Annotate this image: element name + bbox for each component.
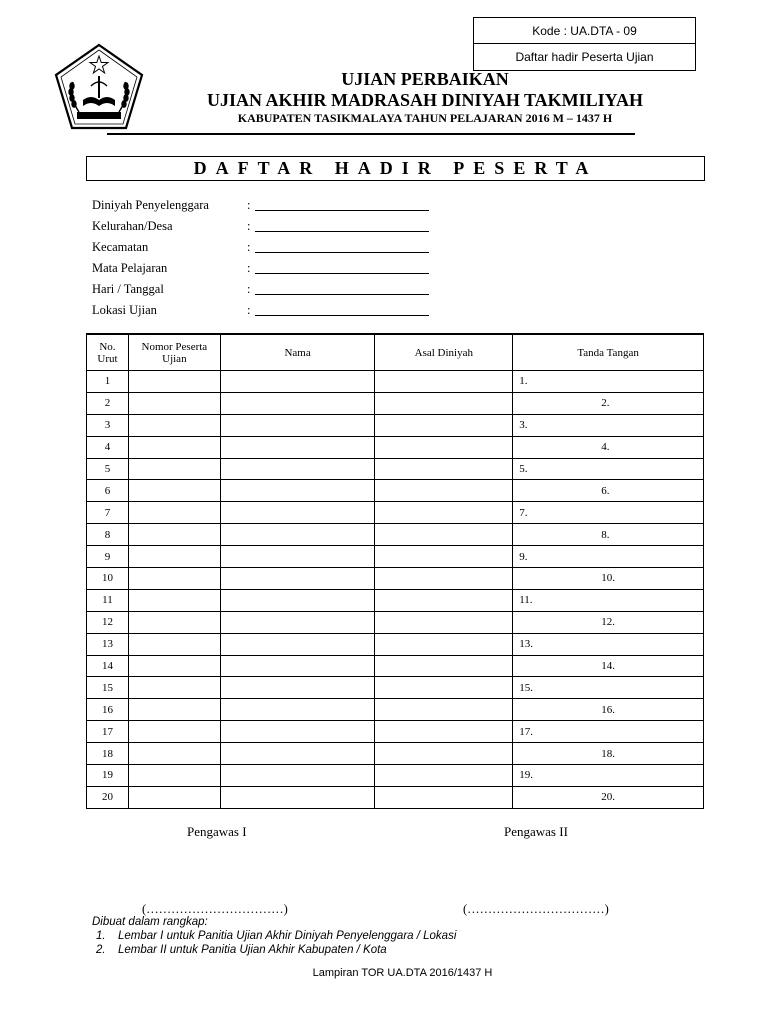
cell-nama[interactable]: [220, 611, 375, 633]
cell-no: 7: [87, 502, 129, 524]
info-field-label: Lokasi Ujian: [92, 303, 157, 317]
info-field-colon: :: [247, 282, 251, 296]
cell-nomor-peserta[interactable]: [128, 699, 220, 721]
cell-nomor-peserta[interactable]: [128, 611, 220, 633]
cell-asal-diniyah[interactable]: [375, 436, 513, 458]
cell-nama[interactable]: [220, 458, 375, 480]
cell-no: 6: [87, 480, 129, 502]
document-code-box: [473, 17, 696, 71]
info-field-blank[interactable]: [255, 202, 429, 211]
table-row: [87, 655, 704, 677]
section-title: DAFTAR HADIR PESERTA: [86, 156, 705, 181]
info-field-label: Kecamatan: [92, 240, 149, 254]
cell-no: 9: [87, 546, 129, 568]
cell-asal-diniyah[interactable]: [375, 677, 513, 699]
page-footer: Lampiran TOR UA.DTA 2016/1437 H: [312, 967, 493, 979]
info-field: [92, 258, 429, 279]
cell-asal-diniyah[interactable]: [375, 699, 513, 721]
cell-nomor-peserta[interactable]: [128, 589, 220, 611]
copies-note: [92, 915, 456, 957]
cell-nomor-peserta[interactable]: [128, 765, 220, 787]
cell-nomor-peserta[interactable]: [128, 655, 220, 677]
cell-no: 14: [87, 655, 129, 677]
col-header-no: No. Urut: [87, 334, 129, 371]
cell-nama[interactable]: [220, 765, 375, 787]
copies-note-heading: Dibuat dalam rangkap:: [92, 916, 208, 928]
cell-asal-diniyah[interactable]: [375, 371, 513, 393]
table-row: [87, 524, 704, 546]
cell-nama[interactable]: [220, 633, 375, 655]
cell-tanda-tangan[interactable]: 18.: [513, 743, 704, 765]
table-row: [87, 568, 704, 590]
cell-asal-diniyah[interactable]: [375, 546, 513, 568]
cell-nama[interactable]: [220, 655, 375, 677]
cell-no: 10: [87, 568, 129, 590]
info-field-colon: :: [247, 261, 251, 275]
header-title-1: UJIAN PERBAIKAN: [341, 69, 509, 89]
cell-no: 15: [87, 677, 129, 699]
cell-nomor-peserta[interactable]: [128, 677, 220, 699]
cell-no: 5: [87, 458, 129, 480]
cell-nomor-peserta[interactable]: [128, 414, 220, 436]
table-row: [87, 786, 704, 808]
cell-nama[interactable]: [220, 502, 375, 524]
cell-tanda-tangan[interactable]: 19.: [513, 765, 704, 787]
table-row: [87, 371, 704, 393]
header-title-3: KABUPATEN TASIKMALAYA TAHUN PELAJARAN 2016 M – 1437 H: [237, 111, 613, 125]
copies-note-item: 1. Lembar I untuk Panitia Ujian Akhir Diniyah Penyelenggara / Lokasi: [96, 930, 457, 942]
cell-nomor-peserta[interactable]: [128, 721, 220, 743]
cell-tanda-tangan[interactable]: 17.: [513, 721, 704, 743]
cell-asal-diniyah[interactable]: [375, 480, 513, 502]
info-field-colon: :: [247, 303, 251, 317]
cell-nama[interactable]: [220, 568, 375, 590]
cell-asal-diniyah[interactable]: [375, 392, 513, 414]
cell-asal-diniyah[interactable]: [375, 786, 513, 808]
pengawas-2-signature-line: (……………………………): [463, 902, 609, 916]
cell-no: 17: [87, 721, 129, 743]
cell-tanda-tangan[interactable]: 14.: [513, 655, 704, 677]
cell-nama[interactable]: [220, 546, 375, 568]
cell-no: 16: [87, 699, 129, 721]
info-field-blank[interactable]: [255, 307, 429, 316]
cell-tanda-tangan[interactable]: 11.: [513, 589, 704, 611]
cell-nomor-peserta[interactable]: [128, 502, 220, 524]
info-field-blank[interactable]: [255, 223, 429, 232]
table-row: [87, 502, 704, 524]
info-field: [92, 216, 429, 237]
cell-asal-diniyah[interactable]: [375, 721, 513, 743]
document-code-subtitle: Daftar hadir Peserta Ujian: [474, 43, 695, 70]
cell-tanda-tangan[interactable]: 10.: [513, 568, 704, 590]
cell-no: 19: [87, 765, 129, 787]
cell-nomor-peserta[interactable]: [128, 786, 220, 808]
cell-tanda-tangan[interactable]: 3.: [513, 414, 704, 436]
col-header-nomor-peserta: Nomor Peserta Ujian: [128, 334, 220, 371]
header-rule: [107, 133, 635, 135]
info-field-blank[interactable]: [255, 286, 429, 295]
table-row: [87, 546, 704, 568]
cell-nama[interactable]: [220, 414, 375, 436]
document-code: Kode : UA.DTA - 09: [532, 23, 637, 38]
table-row: [87, 699, 704, 721]
table-row: [87, 611, 704, 633]
info-field: [92, 237, 429, 258]
cell-tanda-tangan[interactable]: 2.: [513, 392, 704, 414]
info-field: [92, 279, 429, 300]
table-row: [87, 633, 704, 655]
cell-tanda-tangan[interactable]: 6.: [513, 480, 704, 502]
cell-nomor-peserta[interactable]: [128, 546, 220, 568]
cell-nomor-peserta[interactable]: [128, 568, 220, 590]
cell-tanda-tangan[interactable]: 20.: [513, 786, 704, 808]
cell-asal-diniyah[interactable]: [375, 524, 513, 546]
info-field-blank[interactable]: [255, 244, 429, 253]
col-header-asal-diniyah: Asal Diniyah: [375, 334, 513, 371]
cell-asal-diniyah[interactable]: [375, 458, 513, 480]
cell-no: 20: [87, 786, 129, 808]
table-row: [87, 743, 704, 765]
attendance-table: [86, 333, 704, 809]
cell-asal-diniyah[interactable]: [375, 502, 513, 524]
table-row: [87, 392, 704, 414]
info-field-colon: :: [247, 198, 251, 212]
cell-no: 13: [87, 633, 129, 655]
cell-nomor-peserta[interactable]: [128, 392, 220, 414]
cell-nama[interactable]: [220, 371, 375, 393]
info-field-blank[interactable]: [255, 265, 429, 274]
cell-tanda-tangan[interactable]: 1.: [513, 371, 704, 393]
cell-nama[interactable]: [220, 436, 375, 458]
cell-asal-diniyah[interactable]: [375, 743, 513, 765]
cell-tanda-tangan[interactable]: 8.: [513, 524, 704, 546]
cell-tanda-tangan[interactable]: 7.: [513, 502, 704, 524]
col-header-tanda-tangan: Tanda Tangan: [513, 334, 704, 371]
cell-no: 8: [87, 524, 129, 546]
cell-nama[interactable]: [220, 524, 375, 546]
cell-nomor-peserta[interactable]: [128, 743, 220, 765]
cell-asal-diniyah[interactable]: [375, 655, 513, 677]
cell-nama[interactable]: [220, 699, 375, 721]
pengawas-1-label: Pengawas I: [187, 824, 247, 839]
cell-no: 4: [87, 436, 129, 458]
cell-asal-diniyah[interactable]: [375, 633, 513, 655]
cell-tanda-tangan[interactable]: 9.: [513, 546, 704, 568]
table-row: [87, 721, 704, 743]
info-field-label: Kelurahan/Desa: [92, 219, 173, 233]
table-row: [87, 458, 704, 480]
info-field: [92, 300, 429, 321]
cell-asal-diniyah[interactable]: [375, 414, 513, 436]
cell-nama[interactable]: [220, 480, 375, 502]
copies-note-item: 2. Lembar II untuk Panitia Ujian Akhir Kabupaten / Kota: [96, 944, 387, 956]
info-field-colon: :: [247, 240, 251, 254]
cell-nomor-peserta[interactable]: [128, 480, 220, 502]
info-field-label: Diniyah Penyelenggara: [92, 198, 209, 212]
info-field-colon: :: [247, 219, 251, 233]
table-row: [87, 765, 704, 787]
cell-nama[interactable]: [220, 677, 375, 699]
cell-tanda-tangan[interactable]: 15.: [513, 677, 704, 699]
table-row: [87, 589, 704, 611]
header-title-2: UJIAN AKHIR MADRASAH DINIYAH TAKMILIYAH: [206, 90, 644, 110]
cell-tanda-tangan[interactable]: 4.: [513, 436, 704, 458]
info-fields: [92, 195, 429, 321]
cell-nama[interactable]: [220, 589, 375, 611]
pengawas-1-signature-line: (……………………………): [142, 902, 288, 916]
cell-nomor-peserta[interactable]: [128, 371, 220, 393]
cell-nomor-peserta[interactable]: [128, 524, 220, 546]
cell-nama[interactable]: [220, 786, 375, 808]
cell-asal-diniyah[interactable]: [375, 611, 513, 633]
table-header-row: [87, 334, 704, 371]
info-field-label: Mata Pelajaran: [92, 261, 168, 275]
cell-asal-diniyah[interactable]: [375, 568, 513, 590]
cell-nomor-peserta[interactable]: [128, 458, 220, 480]
table-row: [87, 436, 704, 458]
table-row: [87, 677, 704, 699]
cell-asal-diniyah[interactable]: [375, 765, 513, 787]
cell-no: 1: [87, 371, 129, 393]
cell-tanda-tangan[interactable]: 12.: [513, 611, 704, 633]
cell-nomor-peserta[interactable]: [128, 633, 220, 655]
cell-tanda-tangan[interactable]: 13.: [513, 633, 704, 655]
pengawas-2-label: Pengawas II: [504, 824, 568, 839]
cell-no: 18: [87, 743, 129, 765]
cell-nama[interactable]: [220, 392, 375, 414]
cell-no: 3: [87, 414, 129, 436]
cell-nama[interactable]: [220, 743, 375, 765]
cell-tanda-tangan[interactable]: 5.: [513, 458, 704, 480]
info-field-label: Hari / Tanggal: [92, 282, 164, 296]
cell-nama[interactable]: [220, 721, 375, 743]
cell-no: 12: [87, 611, 129, 633]
cell-no: 11: [87, 589, 129, 611]
col-header-nama: Nama: [220, 334, 375, 371]
table-row: [87, 414, 704, 436]
info-field: [92, 195, 429, 216]
cell-asal-diniyah[interactable]: [375, 589, 513, 611]
cell-tanda-tangan[interactable]: 16.: [513, 699, 704, 721]
table-row: [87, 480, 704, 502]
cell-no: 2: [87, 392, 129, 414]
cell-nomor-peserta[interactable]: [128, 436, 220, 458]
